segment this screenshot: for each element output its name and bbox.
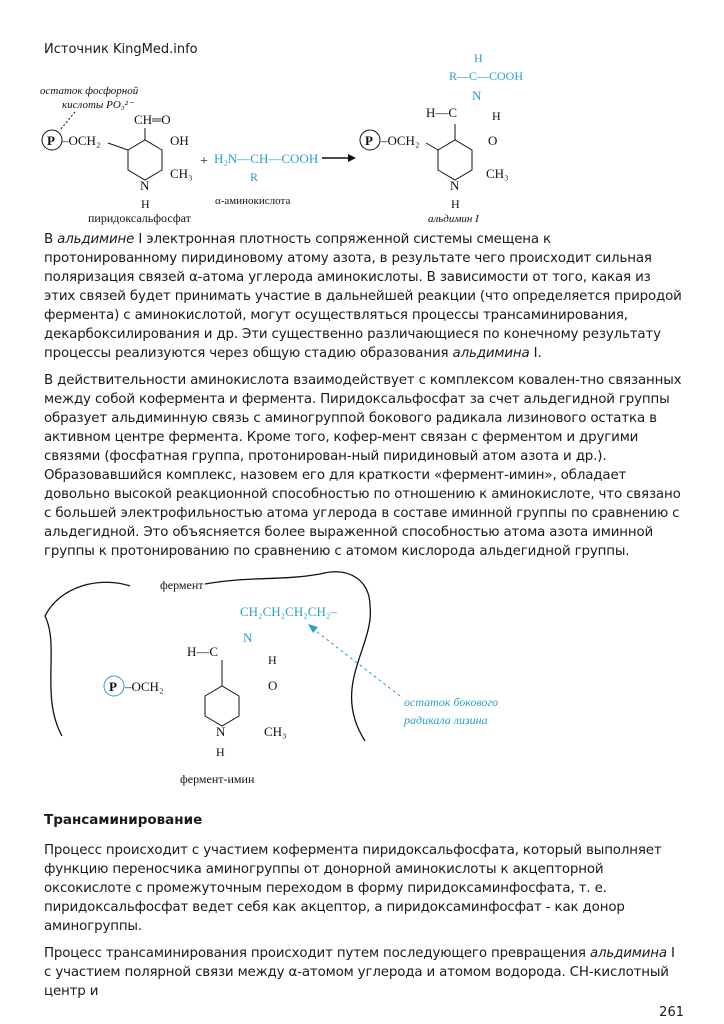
aldimine-n-label: N [472, 88, 482, 103]
paragraph-1: В альдимине I электронная плотность сопряженной системы смещена к протонированному пиридиновому атому азота, в результате чего происходит сильная поляризация связей α-атома углерода аминокислоты. В зависимости от того, какая из этих связей будет принимать участие в дальнейшей реакции (что определяется природой фермента) с аминокислотой, могут осуществляться процессы трансаминирования, декарбоксилирования и др. Эти существенно различающиеся по конечному результату процессы реализуются через общую стадию образования альдимина I. [44, 232, 682, 361]
imine-p: P [109, 679, 117, 694]
ch3-label: CH₃ [170, 166, 193, 181]
imine-oh-h: H [268, 653, 277, 667]
h-label: H [141, 197, 150, 211]
n-label: N [140, 178, 150, 193]
imine-n: N [243, 630, 253, 645]
amino-acid-formula: H₂N—CH—COOH [214, 151, 319, 166]
plp-name: пиридоксальфосфат [88, 211, 191, 225]
source-label: Источник KingMed.info [44, 42, 198, 57]
dashed-arrow [312, 628, 400, 696]
imine-och2: –OCH₂ [125, 679, 164, 694]
pyridine-ring [128, 140, 162, 180]
plus-sign: + [200, 154, 208, 169]
aldimine-hc-label: H—C [426, 105, 458, 120]
oh-label: OH [170, 133, 189, 148]
paragraph-3: Образовавшийся комплекс, назовем его для краткости «фермент-имин», обладает довольно высокой реакционной способностью по отношению к аминокислоте, что связано с большей электрофильностью атома углерода в составе иминной группы по сравнению с альдегидной. Это объясняется более выраженной способностью атома азота иминной группы к протонированию по сравнению с атомом кислорода альдегидной группы. [44, 468, 681, 559]
aldimine-o: O [488, 133, 498, 148]
aldimine-nh: H [451, 197, 460, 211]
text-column [44, 230, 684, 1021]
pyridoxal-phosphate-scheme [0, 0, 724, 225]
enzyme-imine-name: фермент-имин [180, 772, 255, 786]
aldimine-ch3: CH₃ [486, 166, 509, 181]
imine-o: O [268, 678, 278, 693]
aldimine-oh-h: H [492, 109, 501, 123]
lysine-label-line2: радикала лизина [404, 713, 488, 727]
enzyme-imine-scheme [0, 561, 724, 801]
enzyme-label: фермент [160, 578, 204, 592]
aldimine-p-label: P [365, 133, 373, 148]
dashed-arrow [60, 112, 75, 130]
amino-acid-name: α-аминокислота [215, 195, 291, 207]
section-heading: Трансаминирование [44, 812, 203, 828]
paragraph-5: Процесс трансаминирования происходит путем последующего превращения альдимина I с участием полярной связи между α-атомом углерода и атомом водорода. CH-кислотный центр и [44, 946, 675, 999]
phosphate-label-line2: кислоты PO₃²⁻ [62, 99, 134, 111]
aldimine-r-c-cooh: R—C—COOH [449, 69, 524, 83]
imine-nh: H [216, 745, 225, 759]
pyridine-ring [205, 686, 239, 726]
lysine-label-line1: остаток бокового [404, 695, 499, 709]
amino-acid-r: R [250, 170, 259, 184]
page-number: 261 [659, 1005, 684, 1020]
paragraph-2: В действительности аминокислота взаимодействует с комплексом ковален-тно связанных между собой кофермента и фермента. Пиридоксальфосфат за счет альдегидной группы образует альдиминную связь с аминогруппой бокового радикала лизинового остатка в активном центре фермента. Кроме того, кофер-мент связан с ферментом и другими связями (фосфатная группа, протонирован-ный пиридиновый атом азота и др.). [44, 373, 682, 464]
imine-ch3: CH₃ [264, 724, 287, 739]
aldimine-name: альдимин I [428, 213, 479, 225]
imine-hc: H—C [187, 644, 219, 659]
aldimine-och2-label: –OCH₂ [381, 133, 420, 148]
p-label: P [47, 133, 55, 148]
aldimine-h-top: H [474, 51, 483, 65]
lysine-chain: CH₂CH₂CH₂CH₂– [240, 604, 337, 619]
cho-label: CH═O [134, 112, 171, 127]
och2-label: –OCH₂ [62, 133, 101, 148]
phosphate-label-line1: остаток фосфорной [40, 85, 139, 97]
imine-n-ring: N [216, 724, 226, 739]
aldimine-n-ring: N [450, 178, 460, 193]
paragraph-4: Процесс происходит с участием кофермента пиридоксальфосфата, который выполняет функцию переносчика аминогруппы от донорной аминокислоты к акцепторной оксокислоте с промежуточным переходом в форму пиридоксаминфосфата, т. е. пиридоксальфосфат ведет себя как акцептор, а пиридоксаминфосфат - как донор аминогруппы. [44, 843, 662, 934]
